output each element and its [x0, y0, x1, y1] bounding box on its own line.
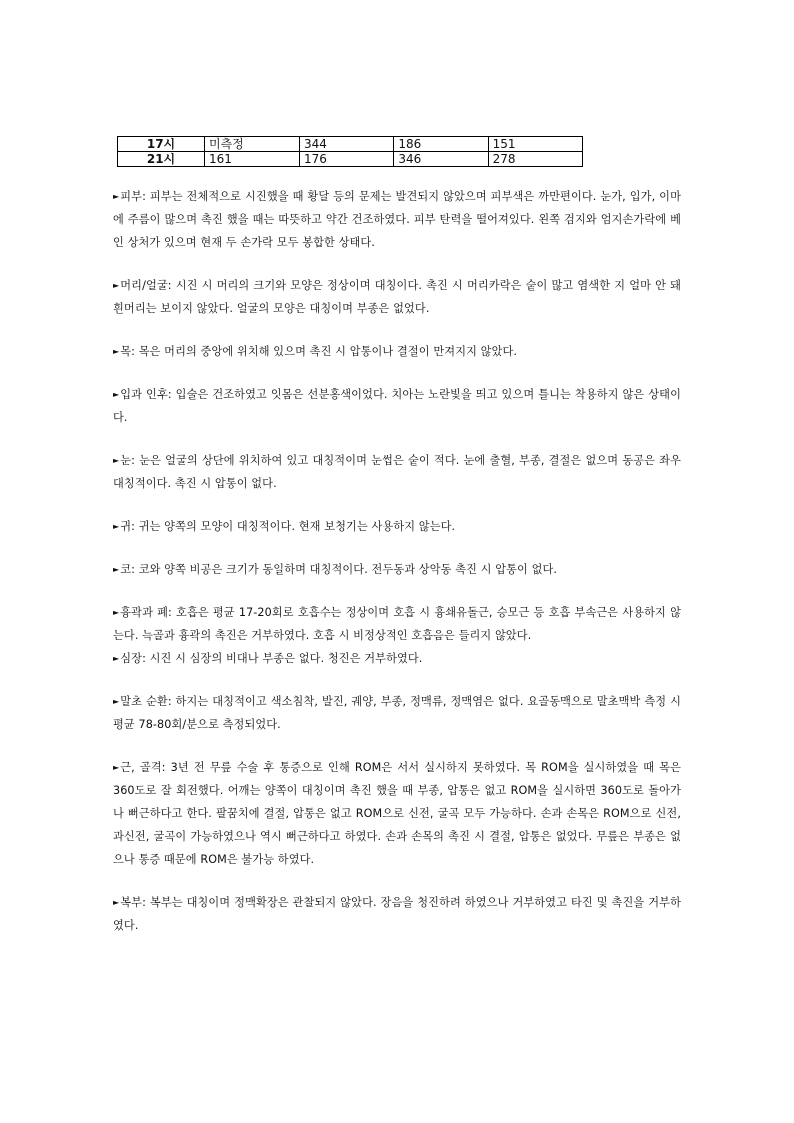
- bullet-icon: ►: [113, 654, 120, 663]
- section-ears: [113, 515, 681, 538]
- table-row: [118, 137, 583, 152]
- bullet-icon: ►: [113, 763, 120, 772]
- table-row: [118, 152, 583, 167]
- assessment-body: [113, 185, 681, 957]
- section-text: 목: 목은 머리의 중앙에 위치해 있으며 촉진 시 압통이나 결절이 만져지지 않았다.: [120, 345, 518, 358]
- section-nose: [113, 558, 681, 581]
- section-eyes: [113, 449, 681, 495]
- section-mouth-throat: [113, 383, 681, 429]
- value-cell: 344: [300, 137, 394, 152]
- bullet-icon: ►: [113, 192, 120, 201]
- bullet-icon: ►: [113, 898, 120, 907]
- section-abdomen: [113, 891, 681, 937]
- bullet-icon: ►: [113, 390, 120, 399]
- value-cell: 161: [205, 152, 300, 167]
- section-heart: [113, 647, 681, 670]
- value-cell: 346: [394, 152, 488, 167]
- value-cell: 151: [488, 137, 582, 152]
- section-skin: [113, 185, 681, 254]
- section-head-face: [113, 274, 681, 320]
- section-text: 흉곽과 폐: 호흡은 평균 17-20회로 호흡수는 정상이며 호흡 시 흉쇄유돌근, 승모근 등 호흡 부속근은 사용하지 않는다. 늑골과 흉곽의 촉진은 거부하였다. 호흡 시 비정상적인 호흡음은 들리지 않았다.: [113, 606, 681, 642]
- bullet-icon: ►: [113, 456, 120, 465]
- section-peripheral-circulation: [113, 690, 681, 736]
- bullet-icon: ►: [113, 697, 120, 706]
- section-text: 심장: 시진 시 심장의 비대나 부종은 없다. 청진은 거부하였다.: [120, 652, 423, 665]
- bullet-icon: ►: [113, 565, 120, 574]
- section-neck: [113, 340, 681, 363]
- bullet-icon: ►: [113, 522, 120, 531]
- section-text: 머리/얼굴: 시진 시 머리의 크기와 모양은 정상이며 대칭이다. 촉진 시 머리카락은 숱이 많고 염색한 지 얼마 안 돼 흰머리는 보이지 않았다. 얼굴의 모양은 대칭이며 부종은 없었다.: [113, 279, 681, 315]
- value-cell: 278: [488, 152, 582, 167]
- bullet-icon: ►: [113, 281, 120, 290]
- value-cell: 186: [394, 137, 488, 152]
- vital-signs-table: [117, 136, 583, 167]
- value-cell: 미측정: [205, 137, 300, 152]
- section-text: 눈: 눈은 얼굴의 상단에 위치하여 있고 대칭적이며 눈썹은 숱이 적다. 눈에 출혈, 부종, 결절은 없으며 동공은 좌우 대칭적이다. 촉진 시 압통이 없다.: [113, 454, 681, 490]
- time-cell: 21시: [118, 152, 205, 167]
- section-text: 복부: 복부는 대칭이며 정맥확장은 관찰되지 않았다. 장음을 청진하려 하였으나 거부하였고 타진 및 촉진을 거부하였다.: [113, 896, 681, 932]
- section-text: 피부: 피부는 전체적으로 시진했을 때 황달 등의 문제는 발견되지 않았으며 피부색은 까만편이다. 눈가, 입가, 이마에 주름이 많으며 촉진 했을 때는 따뜻하고 약간 건조하였다. 피부 탄력을 떨어져있다. 왼쪽 검지와 엄지손가락에 베인 상처가 있으며 현재 두 손가락 모두 봉합한 상태다.: [113, 190, 681, 249]
- value-cell: 176: [300, 152, 394, 167]
- section-musculoskeletal: [113, 756, 681, 871]
- section-text: 입과 인후: 입술은 건조하였고 잇몸은 선분홍색이었다. 치아는 노란빛을 띄고 있으며 틀니는 착용하지 않은 상태이다.: [113, 388, 681, 424]
- section-text: 귀: 귀는 양쪽의 모양이 대칭적이다. 현재 보청기는 사용하지 않는다.: [120, 520, 456, 533]
- bullet-icon: ►: [113, 608, 120, 617]
- time-cell: 17시: [118, 137, 205, 152]
- section-text: 근, 골격: 3년 전 무릎 수술 후 통증으로 인해 ROM은 서서 실시하지 못하였다. 목 ROM을 실시하였을 때 목은 360도로 잘 회전했다. 어깨는 양쪽이 대칭이며 촉진 했을 때 부종, 압통은 없고 ROM을 실시하면 360도로 돌아가나 뻐근하다고 한다. 팔꿈치에 결절, 압통은 없고 ROM으로 신전, 굴곡 모두 가능하다. 손과 손목은 ROM으로 신전, 과신전, 굴곡이 가능하였으나 역시 뻐근하다고 하였다. 손과 손목의 촉진 시 결절, 압통은 없었다. 무릎은 부종은 없으나 통증 때문에 ROM은 불가능 하였다.: [113, 761, 681, 866]
- section-text: 코: 코와 양쪽 비공은 크기가 동일하며 대칭적이다. 전두동과 상악동 촉진 시 압통이 없다.: [120, 563, 558, 576]
- bullet-icon: ►: [113, 347, 120, 356]
- section-text: 말초 순환: 하지는 대칭적이고 색소침착, 발진, 궤양, 부종, 정맥류, 정맥염은 없다. 요골동맥으로 말초맥박 측정 시 평균 78-80회/분으로 측정되었다.: [113, 695, 681, 731]
- section-chest-lungs: [113, 601, 681, 647]
